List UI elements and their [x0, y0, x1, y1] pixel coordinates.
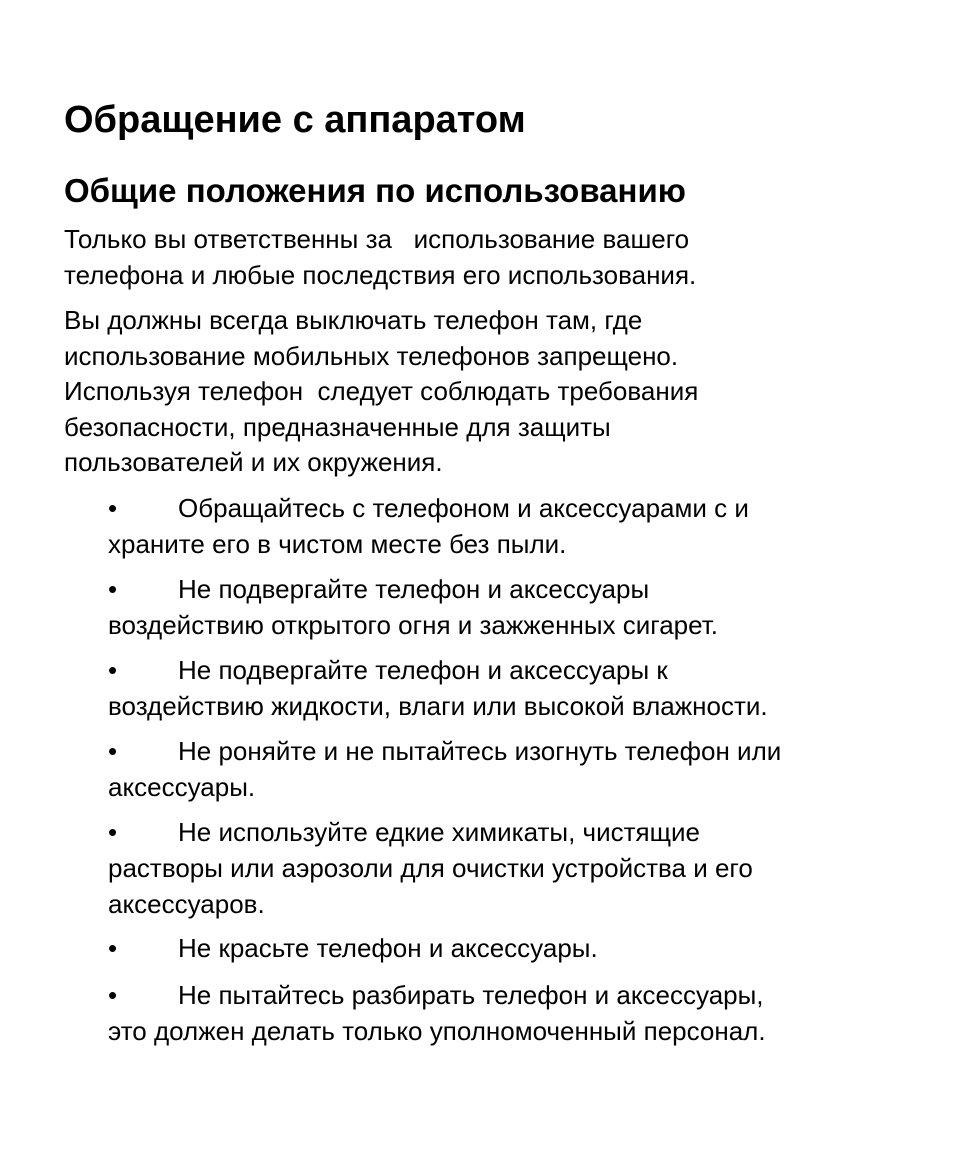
- list-item: [108, 930, 898, 966]
- intro-paragraph: [64, 222, 696, 293]
- list-item: [108, 977, 898, 1049]
- bullet-icon: •: [108, 817, 118, 847]
- list-item-text: Не используйте едкие химикаты, чистящие: [178, 817, 700, 847]
- paragraph-line: Используя телефон следует соблюдать требования: [64, 376, 699, 406]
- bullet-icon: •: [108, 933, 118, 963]
- paragraph-line: Только вы ответственны за использование вашего: [64, 224, 690, 254]
- paragraph-line: телефона и любые последствия его использования.: [64, 259, 697, 290]
- paragraph-line: использование мобильных телефонов запрещено.: [64, 340, 679, 371]
- list-item-text: это должен делать только уполномоченный персонал.: [108, 1016, 766, 1046]
- paragraph-line: безопасности, предназначенные для защиты: [64, 411, 611, 442]
- list-item-text: растворы или аэрозоли для очистки устройства и его: [108, 853, 753, 883]
- paragraph-line: Вы должны всегда выключать телефон там, где: [64, 305, 643, 335]
- list-item-text: Не роняйте и не пытайтесь изогнуть телефон или: [178, 736, 782, 766]
- bullet-icon: •: [108, 493, 118, 523]
- list-item-text: воздействию открытого огня и зажженных сигарет.: [108, 610, 718, 640]
- list-item: [108, 814, 898, 922]
- bullet-icon: •: [108, 980, 118, 1010]
- paragraph-line: пользователей и их окружения.: [64, 447, 443, 477]
- list-item-text: Не подвергайте телефон и аксессуары к: [178, 655, 668, 685]
- page-title: Обращение с аппаратом: [64, 99, 526, 141]
- list-item: [108, 490, 898, 562]
- section-subtitle: Общие положения по использованию: [64, 172, 686, 209]
- list-item: [108, 571, 898, 643]
- bullet-icon: •: [108, 574, 118, 604]
- list-item: [108, 733, 898, 805]
- bullet-icon: •: [108, 736, 118, 766]
- list-item-text: Не подвергайте телефон и аксессуары: [178, 574, 650, 604]
- list-item-text: Не пытайтесь разбирать телефон и аксессуары,: [178, 980, 764, 1010]
- list-item-text: Не красьте телефон и аксессуары.: [178, 933, 598, 963]
- bullet-icon: •: [108, 655, 118, 685]
- list-item-text: храните его в чистом месте без пыли.: [108, 529, 567, 559]
- list-item: [108, 652, 898, 724]
- list-item-text: воздействию жидкости, влаги или высокой влажности.: [108, 691, 768, 721]
- list-item-text: аксессуары.: [108, 772, 256, 802]
- usage-paragraph: [64, 303, 698, 481]
- list-item-text: Обращайтесь с телефоном и аксессуарами с и: [178, 493, 749, 523]
- list-item-text: аксессуаров.: [108, 889, 265, 919]
